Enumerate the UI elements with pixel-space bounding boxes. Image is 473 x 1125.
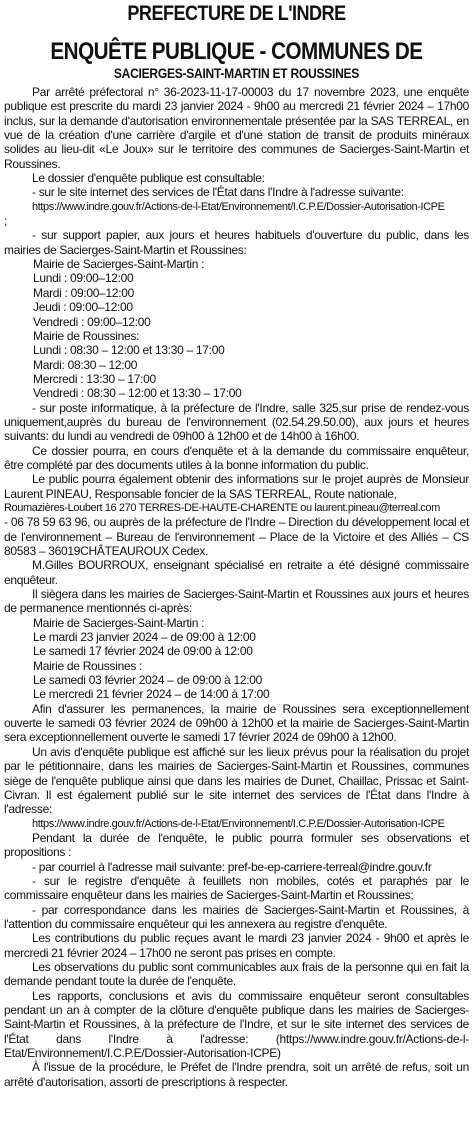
permanence-line: Le samedi 17 février 2024 de 09:00 à 12:00 bbox=[33, 644, 253, 659]
paragraph-registre: - sur le registre d'enquête à feuillets non mobiles, cotés et paraphés par le commissaire enquêteur dans les mairies de Sacierges-Saint-Martin et Roussines; bbox=[4, 873, 469, 903]
paragraph-contact-b: Roumazières-Loubert 16 270 TERRES-DE-HAUTE-CHARENTE ou laurent.pineau@terreal.com bbox=[4, 501, 440, 514]
paragraph-issue-procedure: À l'issue de la procédure, le Préfet de l'Indre prendra, soit un arrêté de refus, soit un arrêté d'autorisation, assorti de prescriptions à respecter. bbox=[4, 1060, 469, 1089]
notice-body bbox=[4, 85, 469, 1089]
paragraph-courriel: - par courriel à l'adresse mail suivante: pref-be-ep-carriere-terreal@indre.gouv.fr bbox=[32, 859, 432, 874]
mairie-ssm-label: Mairie de Sacierges-Saint-Martin : bbox=[33, 257, 205, 272]
hours-line: Vendredi : 08:30 – 12:00 et 13:30 – 17:00 bbox=[33, 386, 242, 401]
permanence-roussines-label: Mairie de Roussines : bbox=[33, 658, 143, 673]
paragraph-contact-c: - 06 78 59 63 96, ou auprès de la préfecture de l'Indre – Direction du développement local et de l'environnement – Bureau de l'environnement – Place de la Victoire et des Alliés – CS 80583 – 36019CHÂTEAUROUX Cedex. bbox=[4, 515, 469, 558]
paragraph-ouverture-exceptionnelle: Afin d'assurer les permanences, la mairie de Roussines sera exceptionnellement ouverte le samedi 03 février 2024 de 09h00 à 12h00 et la mairie de Sacierges-Saint-Martin sera exceptionnellement ouverte le samedi 17 février 2024 de 09h00 à 12h00. bbox=[4, 701, 469, 745]
paragraph-arrete: Par arrêté préfectoral n° 36-2023-11-17-00003 du 17 novembre 2023, une enquête publique est prescrite du mardi 23 janvier 2024 - 9h00 au mercredi 21 février 2024 – 17h00 inclus, sur la demande d'autorisation environnementale présentée par la SAS TERREAL, en vue de la création d'une carrière d'argile et d'une station de transit de produits minéraux solides au lieu-dit «Le Joux» sur le territoire des communes de Sacierges-Saint-Martin et Roussines. bbox=[4, 85, 469, 171]
paragraph-dossier: Le dossier d'enquête publique est consultable: bbox=[32, 171, 265, 186]
paragraph-permanences-intro: Il siègera dans les mairies de Sacierges-Saint-Martin et Roussines aux jours et heures de permanence mentionnés ci-après: bbox=[4, 587, 469, 616]
paragraph-support-papier: - sur support papier, aux jours et heures habituels d'ouverture du public, dans les mairies de Sacierges-Saint-Martin et Roussines: bbox=[4, 228, 469, 257]
hours-line: Mercredi : 13:30 – 17:00 bbox=[33, 371, 156, 386]
paragraph-contributions: Les contributions du public reçues avant le mardi 23 janvier 2024 - 9h00 et après le mercredi 21 février 2024 – 17h00 ne seront pas prises en compte. bbox=[4, 931, 469, 960]
notice-heading: ENQUÊTE PUBLIQUE - COMMUNES DE bbox=[50, 38, 423, 65]
hours-line: Mardi : 09:00–12:00 bbox=[33, 285, 135, 300]
hours-line: Mardi: 08:30 – 12:00 bbox=[33, 357, 138, 372]
paragraph-site-internet: - sur le site internet des services de l'État dans l'Indre à l'adresse suivante: bbox=[32, 185, 404, 200]
paragraph-contact-a: Le public pourra également obtenir des informations sur le projet auprès de Monsieur Laurent PINEAU, Responsable foncier de la SAS TERREAL, Route nationale, bbox=[4, 472, 469, 501]
url-dossier-link-2[interactable]: https://www.indre.gouv.fr/Actions-de-l-Etat/Environnement/I.C.P.E/Dossier-Autorisation-ICPE bbox=[32, 817, 445, 830]
permanence-line: Le mardi 23 janvier 2024 – de 09:00 à 12:00 bbox=[33, 630, 256, 645]
hours-line: Lundi : 08:30 – 12:00 et 13:30 – 17:00 bbox=[33, 343, 225, 358]
permanence-line: Le mercredi 21 février 2024 – de 14:00 à 17:00 bbox=[33, 687, 270, 702]
paragraph-correspondance: - par correspondance dans les mairies de Sacierges-Saint-Martin et Roussines, à l'attention du commissaire enquêteur qui les annexera au registre d'enquête. bbox=[4, 902, 469, 931]
hours-line: Jeudi : 09:00–12:00 bbox=[33, 300, 133, 315]
paragraph-commissaire: M.Gilles BOURROUX, enseignant spécialisé en retraite a été désigné commissaire enquêteur. bbox=[4, 558, 469, 587]
hours-line: Vendredi : 09:00–12:00 bbox=[33, 314, 151, 329]
paragraph-avis-affiche: Un avis d'enquête publique est affiché sur les lieux prévus pour la réalisation du projet par le pétitionnaire, dans les mairies de Sacierges-Saint-Martin et Roussines, communes siège de l'enquête publique ainsi que dans les mairies de Dunet, Chaillac, Prissac et Saint-Civran. Il est également publié sur le site internet des services de l'État dans l'Indre à l'adresse: bbox=[4, 744, 469, 817]
paragraph-observations: Pendant la durée de l'enquête, le public pourra formuler ses observations et propositions : bbox=[4, 830, 469, 860]
prefecture-title: PREFECTURE DE L'INDRE bbox=[127, 2, 346, 25]
permanence-ssm-label: Mairie de Sacierges-Saint-Martin : bbox=[33, 615, 205, 630]
hours-line: Lundi : 09:00–12:00 bbox=[33, 271, 134, 286]
paragraph-communicables: Les observations du public sont communicables aux frais de la personne qui en fait la demande pendant toute la durée de l'enquête. bbox=[4, 959, 469, 989]
semicolon-text: ; bbox=[4, 214, 8, 229]
paragraph-poste-informatique: - sur poste informatique, à la préfecture de l'Indre, salle 325,sur prise de rendez-vous uniquement,auprès du bureau de l'environnement (02.54.29.50.00), aux jours et heures suivants: du lundi au vendredi de 09h00 à 12h00 et de 14h00 à 16h00. bbox=[4, 400, 469, 444]
communes-heading: SACIERGES-SAINT-MARTIN ET ROUSSINES bbox=[113, 65, 360, 81]
paragraph-dossier-complete: Ce dossier pourra, en cours d'enquête et à la demande du commissaire enquêteur, être complété par des documents utiles à la bonne information du public. bbox=[4, 443, 469, 472]
url-dossier-link[interactable]: https://www.indre.gouv.fr/Actions-de-l-Etat/Environnement/I.C.P.E/Dossier-Autorisation-ICPE bbox=[32, 200, 445, 213]
permanence-line: Le samedi 03 février 2024 – de 09:00 à 12:00 bbox=[33, 673, 262, 688]
paragraph-rapports: Les rapports, conclusions et avis du commissaire enquêteur seront consultables pendant un an à compter de la clôture d'enquête publique dans les mairies de Sacierges-Saint-Martin et Roussines, à la préfecture de l'Indre, et sur le site internet des services de l'État dans l'Indre à l'adresse: (https://www.indre.gouv.fr/Actions-de-l-Etat/Environnement/I.C.P.E/Dossier-Autorisation-ICPE) bbox=[4, 988, 469, 1061]
mairie-roussines-label: Mairie de Roussines: bbox=[33, 328, 140, 343]
